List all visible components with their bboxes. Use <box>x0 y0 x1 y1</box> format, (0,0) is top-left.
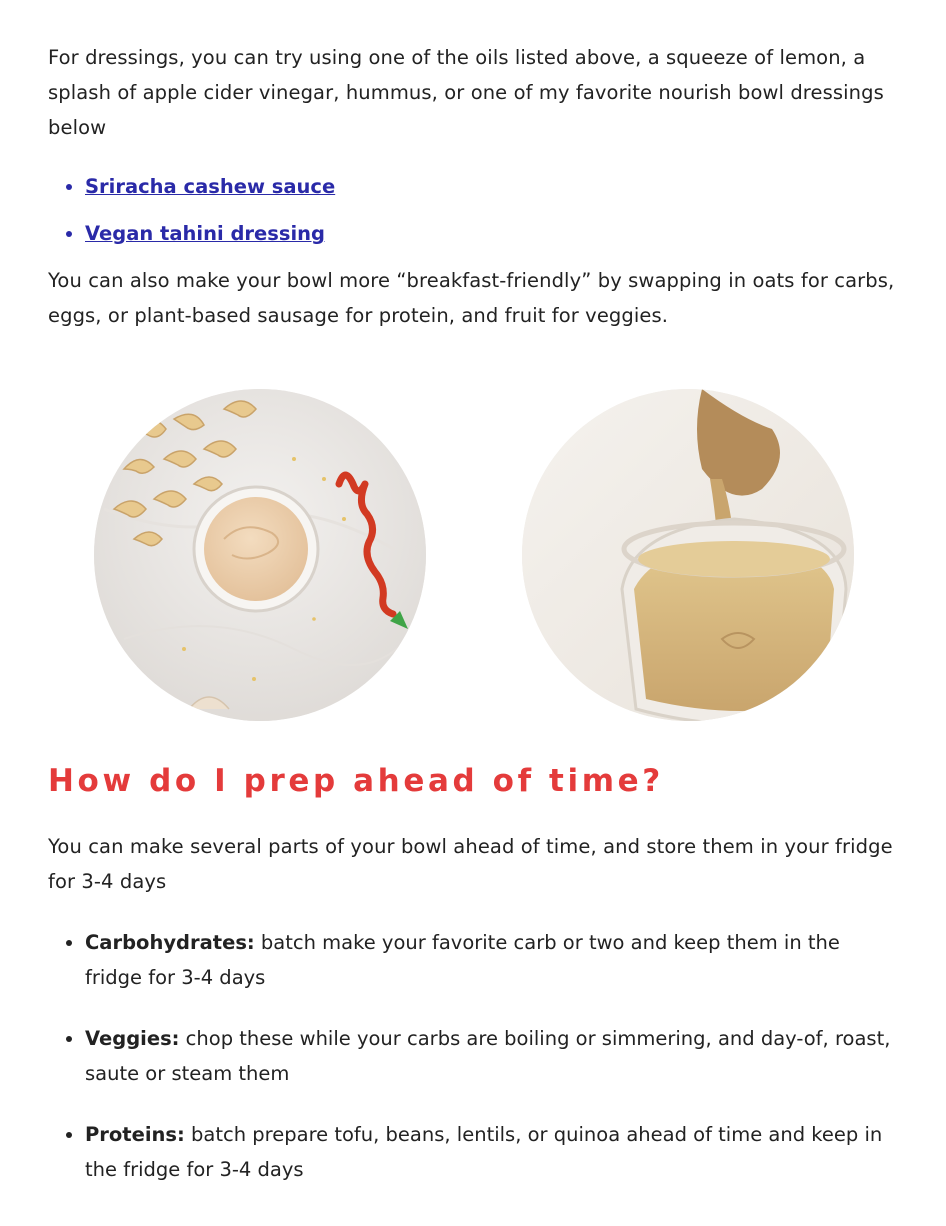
sriracha-cashew-sauce-link[interactable]: Sriracha cashew sauce <box>85 175 336 198</box>
list-item <box>85 1117 898 1187</box>
intro-paragraph: For dressings, you can try using one of the oils listed above, a squeeze of lemon, a splash of apple cider vinegar, hummus, or one of my favorite nourish bowl dressings below <box>48 46 884 139</box>
vegan-tahini-dressing-link[interactable]: Vegan tahini dressing <box>85 222 325 245</box>
prep-paragraph: You can make several parts of your bowl ahead of time, and store them in your fridge for 3-4 days <box>48 835 893 893</box>
list-item <box>85 1021 898 1091</box>
prep-text: chop these while your carbs are boiling or simmering, and day-of, roast, saute or steam them <box>85 1027 891 1085</box>
prep-term: Veggies: <box>85 1027 180 1050</box>
prep-term: Proteins: <box>85 1123 185 1146</box>
prep-text: batch prepare tofu, beans, lentils, or quinoa ahead of time and keep in the fridge for 3-4 days <box>85 1123 883 1181</box>
dressing-images <box>48 389 898 721</box>
section-heading: How do I prep ahead of time? <box>48 763 664 799</box>
tahini-dressing-image[interactable] <box>522 389 854 721</box>
prep-term: Carbohydrates: <box>85 931 255 954</box>
prep-item-list <box>48 925 898 1187</box>
list-item <box>85 925 898 995</box>
list-item <box>85 169 898 204</box>
dressing-link-list <box>48 169 898 251</box>
list-item <box>85 216 898 251</box>
breakfast-paragraph: You can also make your bowl more “breakfast-friendly” by swapping in oats for carbs, eggs, or plant-based sausage for protein, and fruit for veggies. <box>48 269 895 327</box>
prep-text: batch make your favorite carb or two and keep them in the fridge for 3-4 days <box>85 931 840 989</box>
sriracha-cashew-image[interactable] <box>94 389 426 721</box>
